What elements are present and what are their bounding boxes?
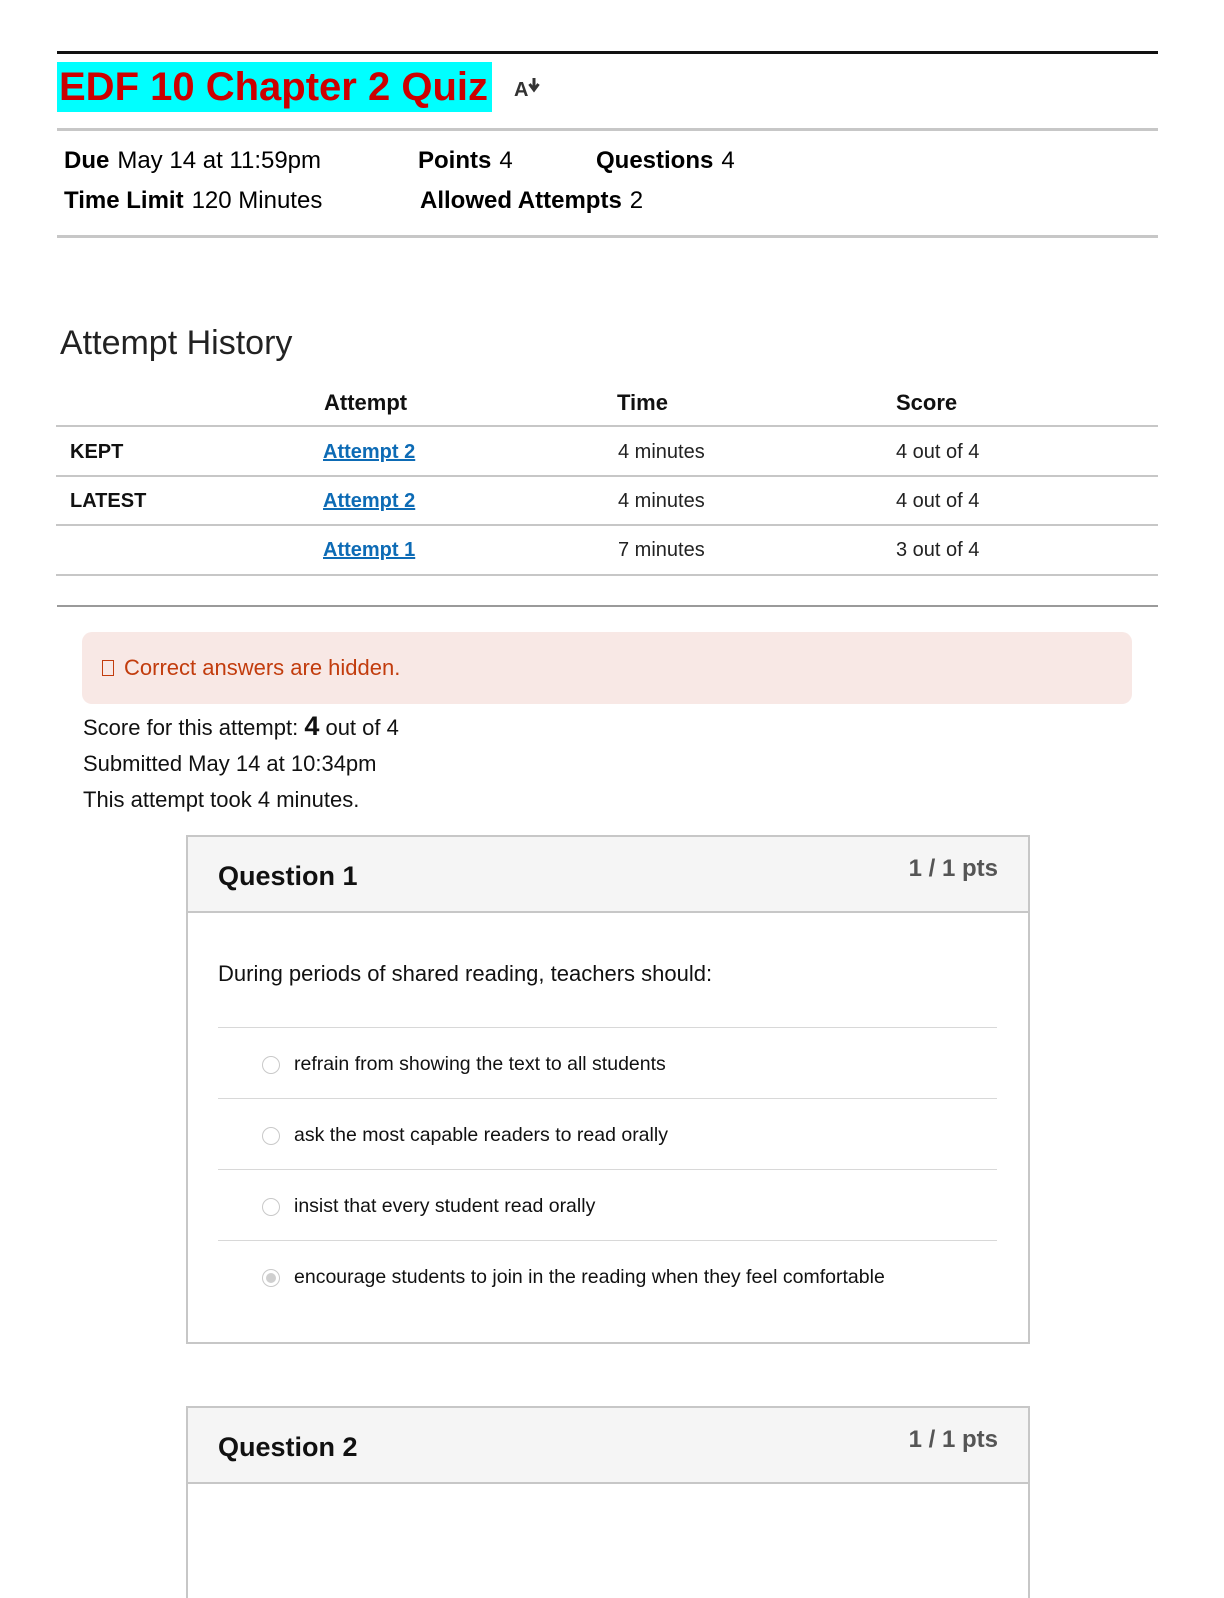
score-value: 4 (304, 711, 320, 741)
attempt-link[interactable]: Attempt 2 (323, 490, 416, 512)
page-header (57, 62, 548, 112)
option-label: encourage students to join in the reading when they feel comfortable (294, 1266, 885, 1288)
time-limit-label: Time Limit (64, 187, 184, 214)
question-points: 1 / 1 pts (908, 855, 998, 882)
score-prefix: Score for this attempt: (83, 715, 305, 740)
question-title: Question 2 (218, 1432, 358, 1462)
option-label: insist that every student read orally (294, 1195, 596, 1217)
table-header-divider (56, 425, 1158, 427)
alert-text: Correct answers are hidden. (124, 655, 401, 680)
points-label: Points (418, 147, 492, 174)
submitted-line: Submitted May 14 at 10:34pm (83, 751, 377, 776)
questions-detail (596, 147, 735, 175)
question-header (188, 1408, 1028, 1484)
column-header-attempt: Attempt (324, 390, 408, 415)
table-row-divider (56, 524, 1158, 526)
attempt-score: 4 out of 4 (896, 490, 980, 512)
question-text: During periods of shared reading, teachers should: (218, 961, 713, 986)
column-header-score: Score (896, 390, 958, 415)
points-detail (418, 147, 513, 175)
radio-button[interactable] (262, 1127, 280, 1145)
attempt-score: 3 out of 4 (896, 539, 980, 561)
points-value: 4 (499, 147, 513, 174)
svg-text:A: A (513, 79, 529, 101)
option-divider (218, 1169, 997, 1170)
questions-label: Questions (596, 147, 714, 174)
attempt-score-line (83, 711, 399, 742)
question-body (188, 913, 1028, 1342)
answer-option[interactable] (262, 1053, 666, 1076)
time-limit-value: 120 Minutes (191, 187, 323, 214)
row-status-label: KEPT (70, 441, 124, 463)
answers-hidden-alert (82, 632, 1132, 704)
info-icon (102, 660, 114, 676)
due-detail (64, 147, 321, 175)
question-title: Question 1 (218, 861, 358, 891)
option-label: ask the most capable readers to read orally (294, 1124, 668, 1146)
attempt-link[interactable]: Attempt 2 (323, 441, 416, 463)
question-points: 1 / 1 pts (908, 1426, 998, 1453)
radio-button[interactable] (262, 1198, 280, 1216)
questions-value: 4 (721, 147, 735, 174)
allowed-attempts-value: 2 (629, 187, 644, 214)
row-status-label: LATEST (70, 490, 147, 512)
text-size-download-icon[interactable] (512, 72, 548, 102)
question-header (188, 837, 1028, 913)
option-divider (218, 1098, 997, 1099)
attempt-time: 4 minutes (618, 490, 705, 512)
table-row-divider (56, 574, 1158, 576)
radio-button-selected[interactable] (262, 1269, 280, 1287)
header-divider (57, 128, 1158, 131)
time-limit-detail (64, 187, 322, 215)
allowed-attempts-label: Allowed Attempts (420, 187, 622, 214)
table-row-divider (56, 475, 1158, 477)
page-title: EDF 10 Chapter 2 Quiz (57, 62, 492, 112)
answer-option[interactable] (262, 1124, 668, 1147)
question-card (186, 835, 1030, 1344)
column-header-time: Time (617, 390, 668, 415)
option-label: refrain from showing the text to all students (294, 1053, 666, 1075)
score-suffix: out of 4 (319, 715, 399, 740)
attempt-link[interactable]: Attempt 1 (323, 539, 416, 561)
attempt-time: 4 minutes (618, 441, 705, 463)
option-divider (218, 1240, 997, 1241)
attempt-duration-line: This attempt took 4 minutes. (83, 787, 360, 812)
attempt-score: 4 out of 4 (896, 441, 980, 463)
details-divider (57, 235, 1158, 238)
attempt-history-heading: Attempt History (60, 324, 293, 362)
due-label: Due (64, 147, 110, 174)
answer-option-selected[interactable] (262, 1266, 885, 1289)
allowed-attempts-detail (420, 187, 643, 215)
top-rule (57, 51, 1158, 54)
answer-option[interactable] (262, 1195, 595, 1218)
section-divider (57, 605, 1158, 607)
question-card (186, 1406, 1030, 1598)
radio-button[interactable] (262, 1056, 280, 1074)
option-divider (218, 1027, 997, 1028)
attempt-time: 7 minutes (618, 539, 705, 561)
due-value: May 14 at 11:59pm (117, 147, 322, 174)
